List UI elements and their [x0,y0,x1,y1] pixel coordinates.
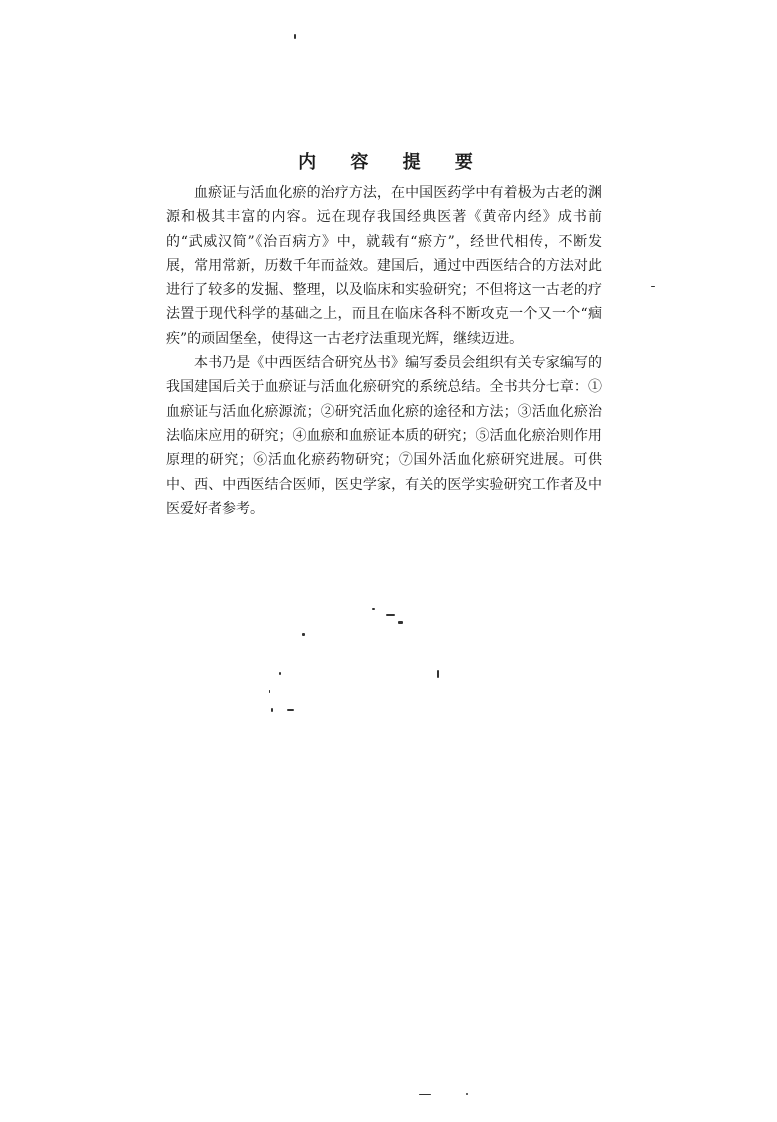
scan-speck [279,672,281,675]
scan-speck [271,708,273,712]
scan-speck [294,34,296,39]
scan-speck [287,709,294,711]
scan-speck [302,633,305,636]
scan-speck [437,670,439,678]
summary-paragraph: 血瘀证与活血化瘀的治疗方法，在中国医药学中有着极为古老的渊源和极其丰富的内容。远在现存我国经典医著《黄帝内经》成书前的“武威汉简”《治百病方》中，就载有“瘀方”，经世代相传，不断发展，常用常新，历数千年而益效。建国后，通过中西医结合的方法对此进行了较多的发掘、整理，以及临床和实验研究；不但将这一古老的疗法置于现代科学的基础之上，而且在临床各科不断攻克一个又一个“痼疾”的顽固堡垒，使得这一古老疗法重现光辉，继续迈进。 [166,185,602,347]
page-title: 内 容 提 要 [298,152,487,173]
scan-speck [419,1094,431,1095]
scan-speck [398,621,403,624]
summary-body [166,181,602,521]
scan-speck [466,1093,468,1095]
scan-speck [372,608,375,610]
scan-speck [651,286,655,287]
scan-speck [269,690,270,693]
summary-paragraph: 本书乃是《中西医结合研究丛书》编写委员会组织有关专家编写的我国建国后关于血瘀证与活血化瘀研究的系统总结。全书共分七章：①血瘀证与活血化瘀源流；②研究活血化瘀的途径和方法；③活血化瘀治法临床应用的研究；④血瘀和血瘀证本质的研究；⑤活血化瘀治则作用原理的研究；⑥活血化瘀药物研究；⑦国外活血化瘀研究进展。可供中、西、中西医结合医师，医史学家，有关的医学实验研究工作者及中医爱好者参考。 [166,355,602,517]
scan-speck [386,614,395,616]
